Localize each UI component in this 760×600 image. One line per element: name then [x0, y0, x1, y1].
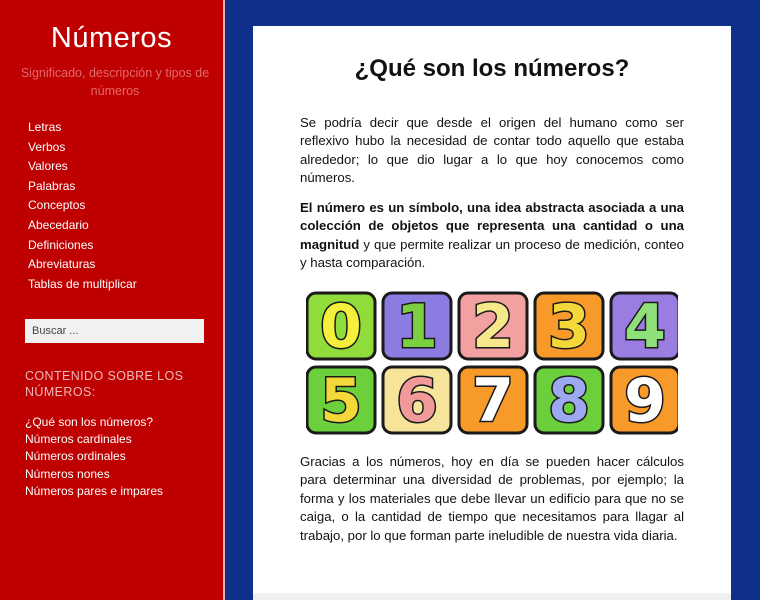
number-tile-2 [459, 292, 527, 362]
contents-link-que-son[interactable]: ¿Qué son los números? [25, 415, 154, 429]
numbers-illustration [306, 291, 678, 435]
number-tile-5 [307, 366, 375, 435]
search-input[interactable] [25, 319, 204, 343]
number-digit: 3 [548, 292, 590, 362]
menu-item-tablas[interactable]: Tablas de multiplicar [28, 276, 137, 291]
number-tile-7 [459, 366, 527, 435]
number-tile-0 [307, 292, 375, 362]
number-tile-3 [535, 292, 603, 362]
article-paragraph-1: Se podría decir que desde el origen del humano como ser reflexivo hubo la necesidad de contar todo aquello que estaba alrededor; lo que dio lugar a lo que hoy conocemos como números. [300, 115, 684, 186]
article-title: ¿Qué son los números? [354, 55, 630, 82]
number-digit: 8 [548, 366, 590, 435]
article-card-footer-strip [253, 593, 731, 600]
contents-list [25, 414, 163, 500]
main-menu [28, 118, 137, 294]
number-digit: 2 [472, 292, 514, 362]
menu-item-letras[interactable]: Letras [28, 120, 62, 134]
site-title[interactable]: Números [50, 22, 173, 54]
menu-item-valores[interactable]: Valores [28, 159, 68, 174]
menu-item-palabras[interactable]: Palabras [28, 178, 76, 193]
number-digit: 4 [624, 292, 666, 362]
number-tile-8 [535, 366, 603, 435]
menu-item-conceptos[interactable]: Conceptos [28, 198, 86, 213]
article-paragraph-2-rest: y que permite realizar un proceso de medición, conteo y hasta comparación. [300, 236, 684, 271]
menu-item-abreviaturas[interactable]: Abreviaturas [28, 257, 96, 272]
menu-item-abecedario[interactable]: Abecedario [28, 217, 89, 232]
site-description: Significado, descripción y tipos de números [20, 66, 210, 98]
contents-widget-title: CONTENIDO SOBRE LOS NÚMEROS: [25, 369, 184, 399]
number-digit: 0 [320, 292, 362, 362]
number-tile-1 [383, 292, 451, 362]
number-digit: 5 [320, 366, 362, 435]
contents-link-pares-impares[interactable]: Números pares e impares [25, 483, 164, 498]
article-paragraph-2-bold: El número es un símbolo, una idea abstracta asociada a una colección de objetos que representa una cantidad o una magnitud [300, 200, 684, 252]
menu-item-verbos[interactable]: Verbos [28, 139, 66, 154]
contents-link-ordinales[interactable]: Números ordinales [25, 449, 126, 464]
article-paragraph-2 [300, 199, 684, 273]
number-digit: 1 [396, 292, 438, 362]
menu-item-definiciones[interactable]: Definiciones [28, 237, 94, 252]
number-tile-6 [383, 366, 451, 435]
contents-link-cardinales[interactable]: Números cardinales [25, 432, 132, 447]
article-paragraph-3: Gracias a los números, hoy en día se pueden hacer cálculos para determinar una diversidad de problemas, por ejemplo; la forma y los materiales que debe llevar un edificio para que no se caiga, o la cantidad de tiempo que necesitamos para llagar al trabajo, por lo que forman parte ineludible de nuestra vida diaria. [300, 454, 684, 543]
number-digit: 7 [472, 366, 514, 435]
number-tile-4 [611, 292, 678, 362]
contents-link-nones[interactable]: Números nones [25, 466, 110, 481]
number-digit: 9 [624, 366, 666, 435]
number-digit: 6 [396, 366, 438, 435]
number-tile-9 [611, 366, 678, 435]
